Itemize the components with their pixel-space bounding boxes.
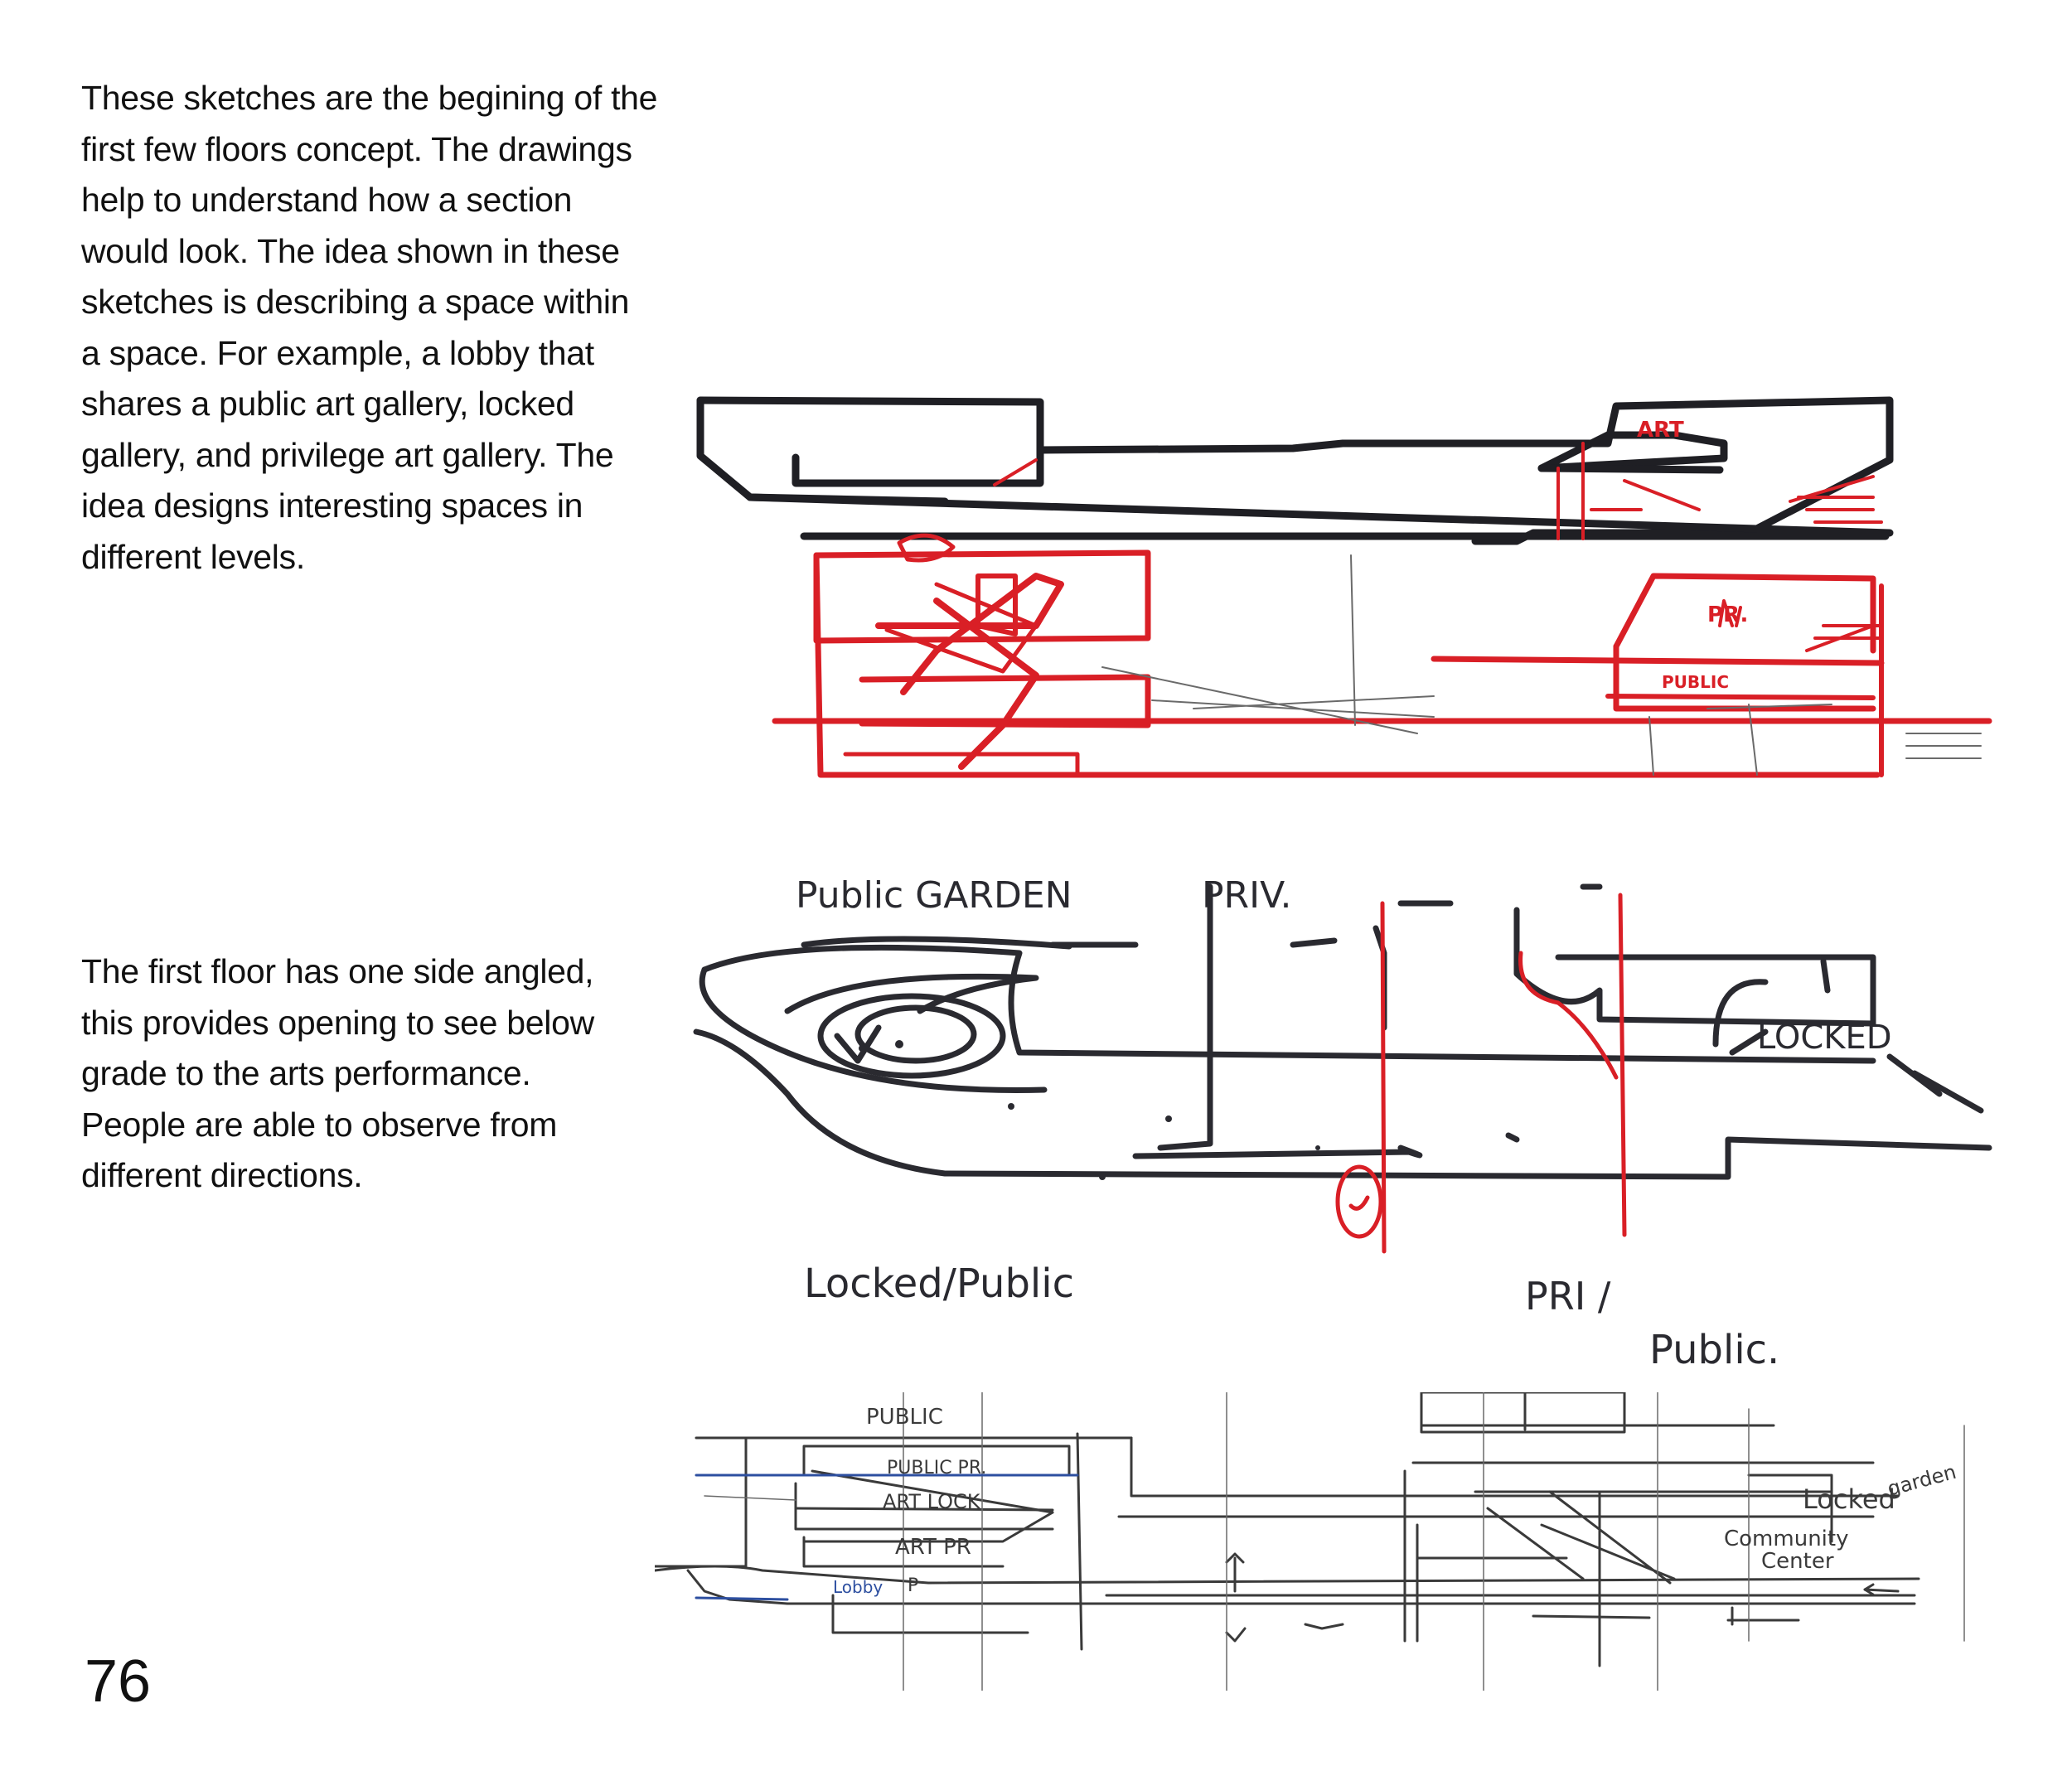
label-public-top: PUBLIC — [866, 1405, 943, 1430]
label-pr: PR. — [1707, 602, 1749, 627]
label-public: Public. — [1649, 1327, 1780, 1373]
label-locked-public: Locked/Public — [804, 1261, 1074, 1307]
label-center: Center — [1761, 1549, 1834, 1574]
label-public: PUBLIC — [1662, 672, 1730, 692]
label-art-pr: ART PR — [895, 1535, 971, 1560]
label-locked: Locked — [1803, 1483, 1895, 1515]
page-number: 76 — [85, 1648, 152, 1715]
red-marker-lines — [1338, 895, 1624, 1251]
intro-paragraph: These sketches are the begining of the first few floors concept. The drawings help to understand how a section would look. The idea shown in these sketches is describing a space within a space. For example, a lobby that shares a public art gallery, locked gallery, and privilege art gallery. The idea designs interesting spaces in different levels. — [81, 79, 658, 576]
floor-plan-sketch — [688, 862, 2014, 1392]
pencil-section-sketch — [655, 1392, 2014, 1691]
label-public-pr: PUBLIC PR. — [887, 1458, 987, 1478]
label-priv: PRIV. — [1202, 874, 1292, 917]
label-public-garden: Public GARDEN — [796, 874, 1072, 917]
red-marker-lines — [775, 443, 1989, 775]
label-lobby: Lobby — [833, 1577, 884, 1597]
label-garden: garden — [1885, 1459, 1959, 1501]
label-art-lock: ART LOCK — [883, 1490, 980, 1513]
first-floor-paragraph: The first floor has one side angled, this provides opening to see below grade to the arts performance. People are able to observe from different directions. — [81, 952, 594, 1194]
section-sketch-red-black — [688, 377, 2014, 825]
label-community: Community — [1724, 1527, 1849, 1551]
label-pri: PRI / — [1525, 1274, 1611, 1319]
black-marker-lines — [700, 400, 1890, 541]
label-p: P — [908, 1575, 919, 1596]
label-art: ART — [1637, 418, 1684, 443]
label-locked-right: LOCKED — [1757, 1019, 1892, 1057]
